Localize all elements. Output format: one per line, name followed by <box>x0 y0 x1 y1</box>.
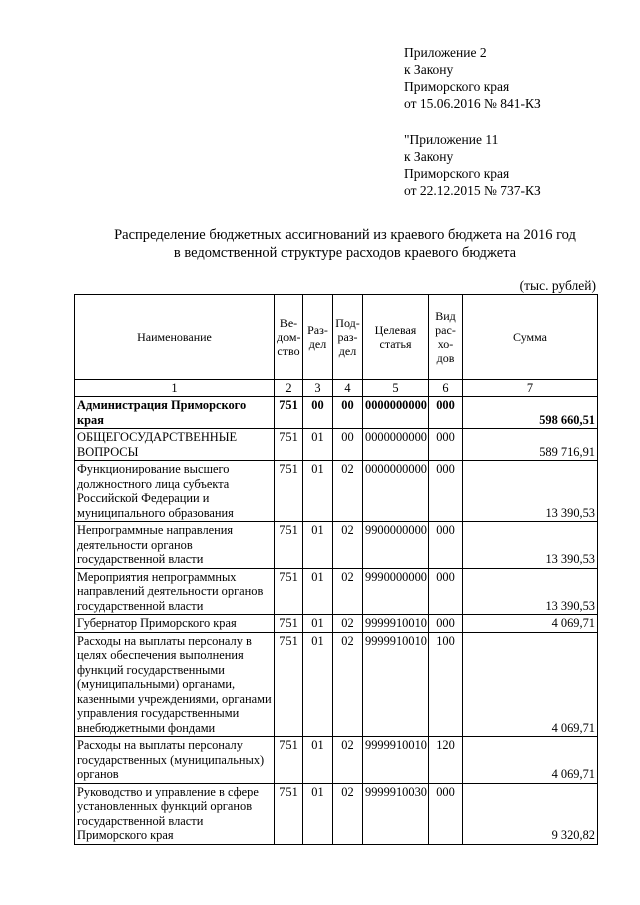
row-section: 01 <box>303 783 333 844</box>
row-dept: 751 <box>275 737 303 784</box>
document-title <box>60 226 630 262</box>
header-dept: Ве-дом-ство <box>275 295 303 380</box>
row-sum: 13 390,53 <box>463 461 598 522</box>
row-target: 9900000000 <box>363 522 429 569</box>
table-row <box>75 737 598 784</box>
stamp-line: от 15.06.2016 № 841-КЗ <box>404 96 541 111</box>
header-type: Вид рас-хо-дов <box>429 295 463 380</box>
row-dept: 751 <box>275 429 303 461</box>
table-row <box>75 783 598 844</box>
row-name: Руководство и управление в сфере установленных функций органов государственной власти Приморского края <box>75 783 275 844</box>
stamp-line: к Закону <box>404 62 454 77</box>
column-number: 6 <box>429 380 463 397</box>
row-target: 0000000000 <box>363 397 429 429</box>
title-line-1: Распределение бюджетных ассигнований из краевого бюджета на 2016 год <box>114 227 576 243</box>
table-row <box>75 522 598 569</box>
row-type: 120 <box>429 737 463 784</box>
row-target: 0000000000 <box>363 429 429 461</box>
row-type: 000 <box>429 522 463 569</box>
column-number: 4 <box>333 380 363 397</box>
row-subsection: 02 <box>333 568 363 615</box>
row-dept: 751 <box>275 522 303 569</box>
row-subsection: 02 <box>333 461 363 522</box>
row-target: 9999910010 <box>363 737 429 784</box>
row-subsection: 02 <box>333 737 363 784</box>
stamp-line: к Закону <box>404 149 454 164</box>
row-dept: 751 <box>275 461 303 522</box>
row-type: 000 <box>429 568 463 615</box>
column-number: 7 <box>463 380 598 397</box>
row-subsection: 02 <box>333 522 363 569</box>
row-sum: 589 716,91 <box>463 429 598 461</box>
row-subsection: 02 <box>333 632 363 737</box>
header-sum: Сумма <box>463 295 598 380</box>
row-type: 100 <box>429 632 463 737</box>
row-dept: 751 <box>275 615 303 633</box>
row-subsection: 00 <box>333 429 363 461</box>
header-section: Раз-дел <box>303 295 333 380</box>
row-section: 01 <box>303 632 333 737</box>
stamp-line: "Приложение 11 <box>404 132 499 147</box>
header-name: Наименование <box>75 295 275 380</box>
row-name: Губернатор Приморского края <box>75 615 275 633</box>
row-section: 01 <box>303 429 333 461</box>
row-name: Администрация Приморского края <box>75 397 275 429</box>
row-name: Расходы на выплаты персоналу в целях обеспечения выполнения функций государственными (муниципальными) органами, казенными учреждениями, органами управления государственными внебюджетными фондами <box>75 632 275 737</box>
table-row <box>75 461 598 522</box>
row-name: ОБЩЕГОСУДАРСТВЕННЫЕ ВОПРОСЫ <box>75 429 275 461</box>
row-section: 01 <box>303 615 333 633</box>
table-row <box>75 397 598 429</box>
column-number-row <box>75 380 598 397</box>
table-row <box>75 429 598 461</box>
row-type: 000 <box>429 615 463 633</box>
appendix-stamp <box>404 44 541 112</box>
row-dept: 751 <box>275 568 303 615</box>
budget-table <box>74 294 598 845</box>
row-name: Расходы на выплаты персоналу государственных (муниципальных) органов <box>75 737 275 784</box>
row-target: 9999910010 <box>363 632 429 737</box>
table-row <box>75 568 598 615</box>
column-number: 3 <box>303 380 333 397</box>
row-section: 01 <box>303 461 333 522</box>
table-row <box>75 632 598 737</box>
row-target: 9990000000 <box>363 568 429 615</box>
title-line-2: в ведомственной структуре расходов краевого бюджета <box>173 245 517 261</box>
row-sum: 13 390,53 <box>463 522 598 569</box>
row-sum: 4 069,71 <box>463 632 598 737</box>
row-name: Непрограммные направления деятельности органов государственной власти <box>75 522 275 569</box>
row-dept: 751 <box>275 783 303 844</box>
row-sum: 598 660,51 <box>463 397 598 429</box>
row-type: 000 <box>429 783 463 844</box>
row-dept: 751 <box>275 632 303 737</box>
row-type: 000 <box>429 429 463 461</box>
stamp-line: от 22.12.2015 № 737-КЗ <box>404 183 541 198</box>
stamp-line: Приморского края <box>404 79 510 94</box>
row-subsection: 00 <box>333 397 363 429</box>
appendix-stamp-2 <box>404 131 541 199</box>
column-number: 5 <box>363 380 429 397</box>
row-sum: 4 069,71 <box>463 737 598 784</box>
row-type: 000 <box>429 397 463 429</box>
units-label: (тыс. рублей) <box>519 278 596 293</box>
row-subsection: 02 <box>333 615 363 633</box>
row-sum: 9 320,82 <box>463 783 598 844</box>
row-section: 01 <box>303 737 333 784</box>
row-target: 9999910010 <box>363 615 429 633</box>
table-row <box>75 615 598 633</box>
row-target: 9999910030 <box>363 783 429 844</box>
stamp-line: Приложение 2 <box>404 45 487 60</box>
row-section: 00 <box>303 397 333 429</box>
row-name: Мероприятия непрограммных направлений деятельности органов государственной власти <box>75 568 275 615</box>
row-name: Функционирование высшего должностного лица субъекта Российской Федерации и муниципального образования <box>75 461 275 522</box>
row-target: 0000000000 <box>363 461 429 522</box>
stamp-line: Приморского края <box>404 166 510 181</box>
row-sum: 4 069,71 <box>463 615 598 633</box>
row-section: 01 <box>303 522 333 569</box>
header-subsection: Под-раз-дел <box>333 295 363 380</box>
row-dept: 751 <box>275 397 303 429</box>
row-subsection: 02 <box>333 783 363 844</box>
column-number: 2 <box>275 380 303 397</box>
column-number: 1 <box>75 380 275 397</box>
header-target: Целевая статья <box>363 295 429 380</box>
row-sum: 13 390,53 <box>463 568 598 615</box>
row-section: 01 <box>303 568 333 615</box>
row-type: 000 <box>429 461 463 522</box>
header-row <box>75 295 598 380</box>
